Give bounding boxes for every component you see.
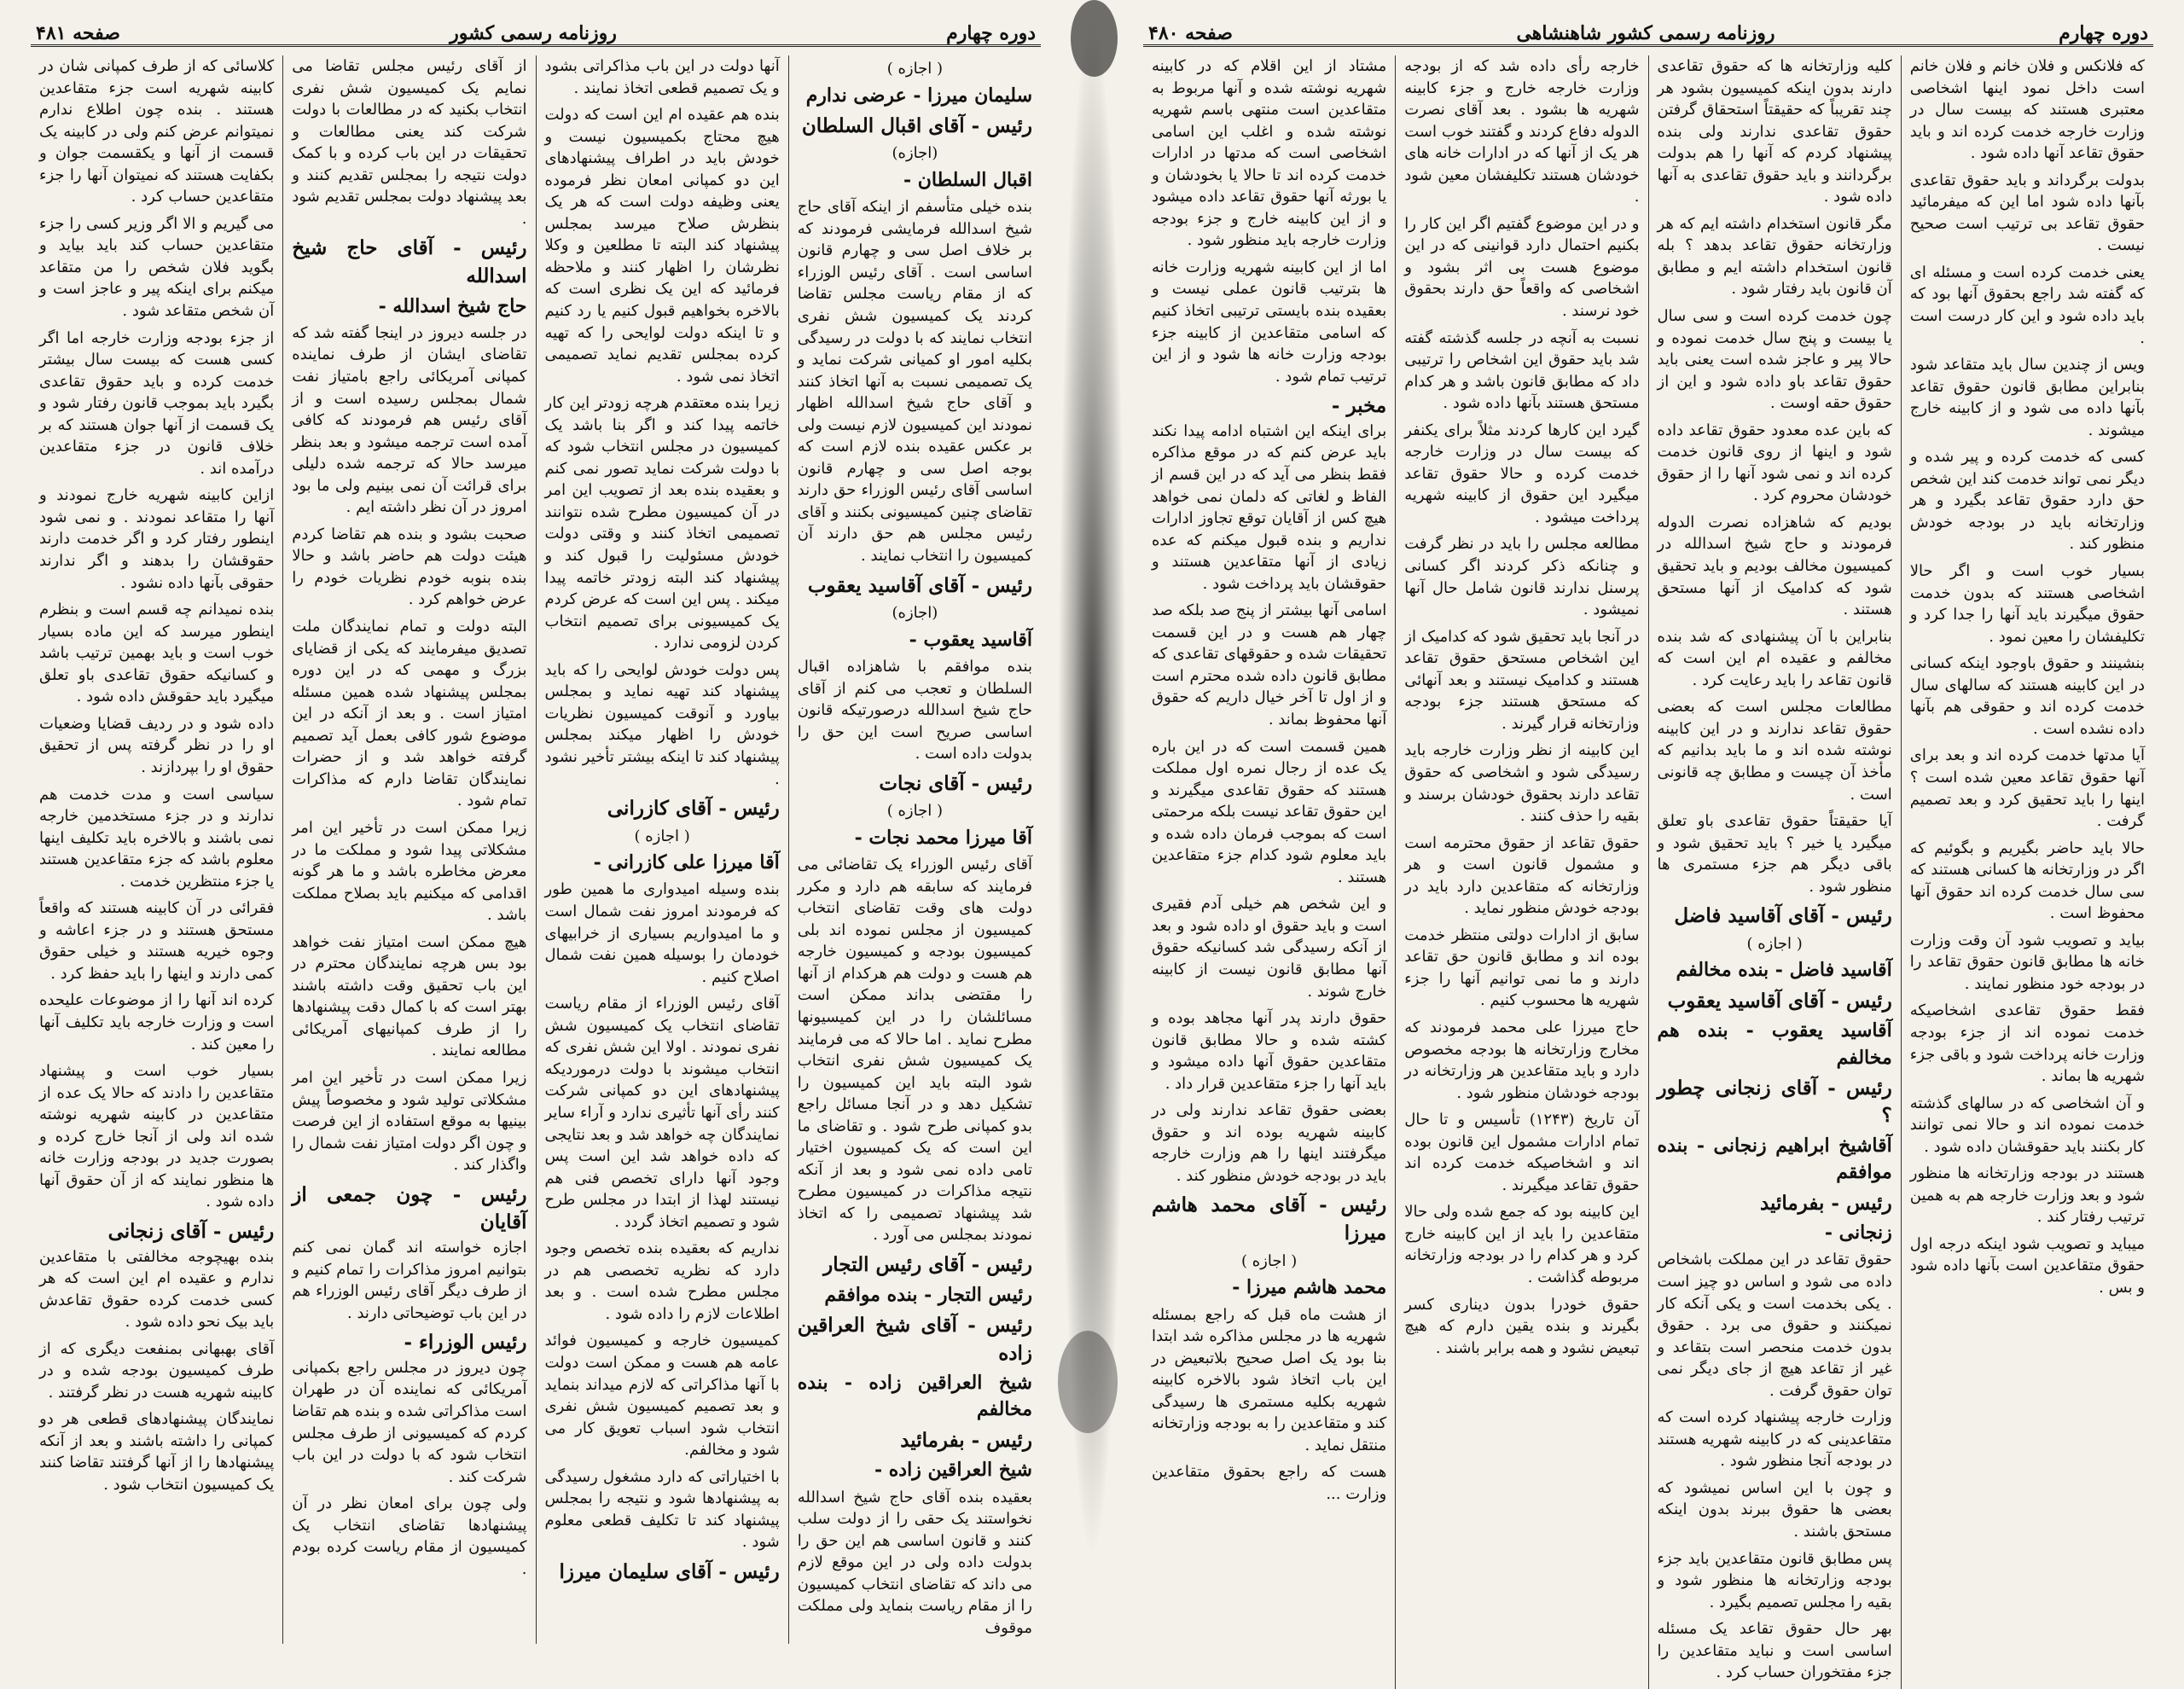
- paragraph: بنده نمیدانم چه قسم است و بنظرم اینطور میرسد که این ماده بسیار خوب است و باید بهمین ترتیب باشد و کسانیکه حقوق تقاعدی باو تعلق میگیرد باید حقوقش داده شود .: [39, 601, 275, 706]
- right-columns: [1143, 55, 2153, 1689]
- paragraph: بنده موافقم با شاهزاده اقبال السلطان و تعجب می کنم از آقای حاج شیخ اسدالله درصورتیکه قانون اساسی صریح است این حق را بدولت داده است .: [797, 657, 1032, 763]
- paragraph: اجازه خواسته اند گمان نمی کنم بتوانیم امروز مذاکرات را تمام کنیم و از طرف دیگر آقای رئیس الوزراء هم در این باب توضیحاتی دارند .: [292, 1239, 527, 1322]
- paragraph: و آن اشخاصی که در سالهای گذشته خدمت نموده اند و حالا نمی توانند کار بکنند باید حقوقشان داده شود .: [1909, 1094, 2145, 1156]
- speaker-heading: رئیس - آقای آقاسید فاضل: [1674, 904, 1892, 928]
- paragraph: اما از این کابینه شهریه وزارت خانه ها بترتیب قانون عملی نیست و بعقیده بنده بایستی ترتیبی اتخاذ کنیم که اسامی متقاعدین از کابینه جزء بودجه وزارت خانه ها شود و از این ترتیب تمام شود .: [1152, 258, 1387, 386]
- speaker-heading: رئیس - آقای سلیمان میرزا: [559, 1559, 780, 1583]
- paragraph: حقوق دارند پدر آنها مجاهد بوده و کشته شده و حالا مطابق قانون متقاعدین حقوق آنها داده میشود و باید آنها را جزء متقاعدین قرار داد .: [1152, 1009, 1387, 1093]
- paragraph: آنها دولت در این باب مذاکراتی بشود و یک تصمیم قطعی اتخاذ نمایند .: [544, 57, 780, 97]
- paragraph: بدولت برگرداند و باید حقوق تقاعدی بآنها داده شود اما این که میفرمائید حقوق تقاعد بی ترتیب است صحیح نیست .: [1909, 171, 2145, 255]
- speaker-name: حاج شیخ اسدالله -: [378, 294, 527, 317]
- speaker-name: آقاسید فاضل - بنده مخالفم: [1676, 959, 1892, 982]
- right-col-1: [1143, 55, 1395, 1689]
- paragraph: مطالعات مجلس است که بعضی حقوق تقاعد ندارند و در این کابینه نوشته شده اند و ما باید بدانیم که مأخذ آن چیست و مطابق چه قانونی است .: [1657, 698, 1892, 804]
- paragraph: این کابینه از نظر وزارت خارجه باید رسیدگی شود و اشخاصی که حقوق تقاعد دارند بحقوق خودشان برسند و بقیه را حذف کنند .: [1404, 741, 1640, 826]
- paragraph: آیا مدتها خدمت کرده اند و بعد برای آنها حقوق تقاعد معین شده است ؟ اینها را باید تحقیق کرد و بعد تصمیم گرفت .: [1909, 746, 2145, 831]
- paragraph: از هشت ماه قبل که راجع بمسئله شهریه ها در مجلس مذاکره شد ابتدا بنا بود یک اصل صحیح بلاتبعیض در این باب اتخاذ شود بالاخره کابینه شهریه بکلیه مستمری ها رسیدگی کند و متقاعدین را به بودجه وزارتخانه منتقل نماید .: [1152, 1305, 1387, 1454]
- paragraph: مگر قانون استخدام داشته ایم که هر وزارتخانه حقوق تقاعد بدهد ؟ بله قانون استخدام داشته ایم و مطابق آن قانون باید رفتار شود .: [1657, 214, 1892, 299]
- paragraph: بسیار خوب است و پیشنهاد متقاعدین را دادند که حالا یک عده از متقاعدین در کابینه شهریه نوشته شده اند ولی از آنجا خارج کرده و بصورت جدید در بودجه وزارت خانه ها منظور نمایند که از آن حقوق آنها داده شود .: [39, 1062, 275, 1211]
- paragraph: پس دولت خودش لوایحی را که باید پیشنهاد کند تهیه نماید و بمجلس بیاورد و آنوقت کمیسیون نظریات خودش را اظهار میکند بمجلس پیشنهاد کند تا اینکه بیشتر تأخیر نشود .: [544, 660, 780, 788]
- paragraph: پس مطابق قانون متقاعدین باید جزء بودجه وزارتخانه ها منظور شود و بقیه را مجلس تصمیم بگیرد .: [1657, 1549, 1892, 1611]
- paragraph: آن تاریخ (۱۲۴۳) تأسیس و تا حال تمام ادارات مشمول این قانون بوده اند و اشخاصیکه خدمت کرده اند حقوق تقاعد میگیرند .: [1404, 1111, 1640, 1194]
- paragraph: حقوق خودرا بدون دیناری کسر بگیرند و بنده یقین دارم که هیچ تبعیض نشود و همه برابر باشند .: [1404, 1295, 1640, 1357]
- paragraph: بنده خیلی متأسفم از اینکه آقای حاج شیخ اسدالله فرمایشی فرمودند که بر خلاف اصل سی و چهارم قانون اساسی است . آقای رئیس الوزراء که از مقام ریاست مجلس تقاضا کردند یک کمیسیون شش نفری انتخاب نمایند که با دولت در رسیدگی بکلیه امور او کمیانی شرکت نماید و یک تصمیمی نسبت به آنها اتخاذ کنند و آقای حاج شیخ اسدالله اظهار نمودند این کمیسیون لازم نیست ولی بر عکس عقیده بنده لازم است که بوجه اصل سی و چهارم قانون اساسی آقای رئیس الوزراء حق دارند تقاضای چنین کمیسیونی بکنند و آقای رئیس مجلس هم حق دارند آن کمیسیون را انتخاب نمایند .: [797, 198, 1032, 565]
- speaker-name: آقا میرزا علی کازرانی -: [593, 851, 780, 874]
- paragraph: زیرا ممکن است در تأخیر این امر مشکلاتی پیدا شود و مملکت ما در معرض مخاطره باشد و ما هر گونه اقدامی که میکنیم باید بصلاح مملکت باشد .: [292, 818, 527, 925]
- permission-note: ( اجازه ): [634, 827, 690, 845]
- paragraph: که باین عده معدود حقوق تقاعد داده شود و اینها از روی قانون خدمت کرده اند و نمی شود آنها را از حقوق خودشان محروم کرد .: [1657, 421, 1892, 505]
- right-col-2: [1395, 55, 1647, 1689]
- paragraph: حقوق تقاعد در این مملکت باشخاص داده می شود و اساس دو چیز است . یکی بخدمت است و یکی آنکه کار نمیکنند و حقوق می برد . حقوق بدون خدمت منحصر است بتقاعد و غیر از تقاعد هیچ از جای دیگر نمی توان حقوق گرفت .: [1657, 1251, 1892, 1400]
- paragraph: ولی چون برای امعان نظر در آن پیشنهادها تقاضای انتخاب یک کمیسیون از مقام ریاست کرده بودم .: [292, 1495, 527, 1578]
- paragraph: داده شود و در ردیف قضایا وضعیات او را در نظر گرفته پس از تحقیق حقوق او را بپردازند .: [39, 714, 275, 776]
- speaker-name: آقاسید یعقوب -: [909, 628, 1032, 651]
- speaker-name: شیخ العراقین زاده - بنده مخالفم: [797, 1372, 1032, 1421]
- paragraph: بنده هم عقیده ام این است که دولت هیچ محتاج بکمیسیون نیست و خودش باید در اطراف پیشنهادهای این دو کمپانی امعان نظر فرموده یعنی وظیفه دولت است که هر یک بنظرش صلاح میرسد بمجلس پیشنهاد کند البته تا مطلعین و وکلا نظرشان را اظهار کنند و ملاحظه فرمائید که این یک نظری است که بالاخره بخواهیم قبول کنیم یا رد کنیم و تا اینکه دولت لوایحی را که تهیه کرده بمجلس تقدیم نماید تصمیمی اتخاذ نمی شود .: [544, 106, 780, 386]
- left-col-4: [31, 55, 282, 1644]
- paragraph: برای اینکه این اشتباه ادامه پیدا نکند باید عرض کنم که در موقع مذاکره فقط بنظر می آید که در این قسم از الفاظ و لغاتی که دلمان نمی خواهد هیچ کس از آقایان توقع تجاوز ادارات نداریم و بنده قبول میکنم که عده زیادی از آنها متقاعدین هستند و حقوقشان باید پرداخت شود .: [1152, 421, 1387, 593]
- speaker-name: زنجانی -: [1824, 1222, 1892, 1245]
- paragraph: کلیه وزارتخانه ها که حقوق تقاعدی دارند بدون اینکه کمیسیون بشود هر چند تقریباً که حقیقتاً استحقاق گرفتن حقوق تقاعدی ندارند ولی بنده پیشنهاد کردم که آنها را هم بدولت برگردانند و باید حقوق تقاعدی به آنها داده شود .: [1657, 57, 1892, 206]
- speaker-heading: رئیس - آقای اقبال السلطان: [801, 113, 1032, 137]
- right-col-3: [1648, 55, 1901, 1689]
- left-col-2: [536, 55, 788, 1644]
- paragraph: صحبت بشود و بنده هم تقاضا کردم هیئت دولت هم حاضر باشد و حالا بنده بنوبه خودم نظریات خودم را عرض خواهم کرد .: [292, 525, 527, 609]
- paragraph: کرده اند آنها را از موضوعات علیحده است و وزارت خارجه باید تکلیف آنها را معین کند .: [39, 991, 275, 1053]
- paragraph: و چون با این اساس نمیشود که بعضی ها حقوق ببرند بدون اینکه مستحق باشند .: [1657, 1478, 1892, 1541]
- paragraph: کلاسائی که از طرف کمپانی شان در کابینه شهریه است جزء متقاعدین هستند . بنده چون اطلاع ندارم نمیتوانم عرض کنم ولی در کابینه یک قسمت از آنها و یکقسمت جوان و بکفایت هستند که نمیتوان آنها را جزء متقاعدین حساب کرد .: [39, 57, 275, 206]
- paragraph: و در این موضوع گفتیم اگر این کار را بکنیم احتمال دارد قوانینی که در این موضوع هست بی اثر بشود و اشخاصی که واقعاً حق دارند بحقوق خود نرسند .: [1404, 214, 1640, 321]
- paragraph: که فلانکس و فلان خانم و فلان خانم است داخل نمود اینها اشخاصی معتبری هستند که بیست سال در وزارت خارجه خدمت کرده اند و باید حقوق تقاعد آنها داده شود .: [1909, 57, 2145, 163]
- paragraph: بسیار خوب است و اگر حالا اشخاصی هستند که بدون خدمت حقوق میگیرند باید آنها را جدا کرد و تکلیفشان را معین نمود .: [1909, 562, 2145, 646]
- paragraph: با اختیاراتی که دارد مشغول رسیدگی به پیشنهادها شود و نتیجه را بمجلس پیشنهاد کند تا تکلیف قطعی معلوم شود .: [544, 1467, 780, 1552]
- speaker-name: سلیمان میرزا - عرضی ندارم: [805, 84, 1032, 107]
- paragraph: بنده بهیچوجه مخالفتی با متقاعدین ندارم و عقیده ام این است که هر کسی خدمت کرده حقوق تقاعدش باید بیک نحو داده شود .: [39, 1247, 275, 1332]
- paragraph: بعضی حقوق تقاعد ندارند ولی در کابینه شهریه بوده اند و حقوق میگرفتند اینها را هم وزارت خارجه باید در بودجه خودش منظور کند .: [1152, 1101, 1387, 1185]
- left-edition: دوره چهارم: [946, 22, 1036, 44]
- speaker-name: اقبال السلطان -: [903, 168, 1032, 191]
- speaker-name: آقاشیخ ابراهیم زنجانی - بنده موافقم: [1657, 1135, 1892, 1184]
- paragraph: آقای رئیس الوزراء یک تقاضائی می فرمایند که سابقه هم دارد و مکرر دولت های وقت تقاضای انتخاب کمیسیون از مجلس نموده اند بلی کمیسیون بودجه و کمیسیون خارجه هم هست و دولت هم هرکدام از آنها را مقتضی بداند ممکن است مسائلشان را در این کمیسیونها مطرح نماید . اما حالا که می فرمایند یک کمیسیون شش نفری انتخاب شود البته باید این کمیسیون را تشکیل دهد و در آنجا مسائل راجع بدو کمپانی طرح شود . و تقاضای ما این است که یک کمیسیون اختیار تامی داده نمی شود و بعد از آنکه نتیجه مذاکرات در کمیسیون مطرح شد پیشنهاد تصمیمی را که اتخاذ نمودند بمجلس می آورد .: [797, 856, 1032, 1245]
- paragraph: زیرا بنده معتقدم هرچه زودتر این کار خاتمه پیدا کند و اگر بنا باشد یک کمیسیون در مجلس انتخاب شود که با دولت شرکت نماید تصور نمی کنم و بعقیده بنده بعد از تصویب این امر در آن کمیسیون مطرح شده نتوانند تصمیمی اتخاذ کنند و وقتی دولت خودش مسئولیت را قبول کند و پیشنهاد کند البته زودتر خاتمه پیدا میکند . پس این است که عرض کردم یک کمیسیونی برای تصمیم انتخاب کردن لزومی ندارد .: [544, 394, 780, 653]
- paragraph: میباید و تصویب شود اینکه درجه اول حقوق متقاعدین است بآنها داده شود و بس .: [1909, 1234, 2145, 1297]
- paragraph: یعنی خدمت کرده است و مسئله ای که گفته شد راجع بحقوق آنها بود که باید داده شود و این کار درست است .: [1909, 263, 2145, 347]
- paragraph: فقرائی در آن کابینه هستند که واقعاً مستحق هستند و در جزء اعاشه و وجوه خیریه هستند و خیلی حقوق کمی دارند و اینها را باید حفظ کرد .: [39, 899, 275, 983]
- right-title: روزنامه رسمی کشور شاهنشاهی: [1516, 22, 1775, 44]
- speaker-name: محمد هاشم میرزا -: [1232, 1276, 1387, 1299]
- speaker-name: آقا میرزا محمد نجات -: [854, 826, 1032, 849]
- paragraph: ازاین کابینه شهریه خارج نمودند و آنها را متقاعد نمودند . و نمی شود اینطور رفتار کرد و اگر خدمت دارند حقوقشان را بدهند و اگر ندارند حقوقی بآنها داده نشود .: [39, 486, 275, 592]
- paragraph: وزارت خارجه پیشنهاد کرده است که متقاعدینی که در کابینه شهریه هستند در بودجه آنجا منظور شود .: [1657, 1408, 1892, 1471]
- paragraph: گیرد این کارها کردند مثلاً برای یکنفر که بیست سال در وزارت خارجه خدمت کرده و حالا حقوق تقاعد میگیرد این حقوق از کابینه شهریه پرداخت میشود .: [1404, 421, 1640, 526]
- speaker-heading: رئیس - آقای محمد هاشم میرزا: [1152, 1193, 1387, 1245]
- paragraph: می گیریم و الا اگر وزیر کسی را جزء متقاعدین حساب کند باید بیاید و بگوید فلان شخص را من متقاعد میکنم برای اینکه پیر و عاجز است و آن شخص متقاعد شود .: [39, 214, 275, 321]
- permission-note: (اجازه): [892, 604, 938, 623]
- paragraph: در آنجا باید تحقیق شود که کدامیک از این اشخاص مستحق حقوق تقاعد هستند و کدامیک نیستند و بعد آنهائی که مستحق هستند جزء بودجه وزارتخانه قرار گیرند .: [1404, 627, 1640, 733]
- paragraph: نسبت به آنچه در جلسه گذشته گفته شد باید حقوق این اشخاص را ترتیبی داد که مطابق قانون باشد و هر کدام مستحق هستند بآنها داده شود .: [1404, 328, 1640, 413]
- permission-note: ( اجازه ): [886, 60, 943, 78]
- paragraph: فقط حقوق تقاعدی اشخاصیکه خدمت نموده اند از جزء بودجه وزارت خانه پرداخت شود و باقی جزء شهریه ها بماند .: [1909, 1001, 2145, 1086]
- paragraph: این کابینه بود که جمع شده ولی حالا متقاعدین را باید از این کابینه خارج کرد و هر کدام را در بودجه وزارتخانه مربوطه گذاشت .: [1404, 1203, 1640, 1286]
- speaker-heading: رئیس - آقای کازرانی: [607, 797, 780, 821]
- left-col-1: [788, 55, 1041, 1644]
- paragraph: اسامی آنها بیشتر از پنج صد بلکه صد چهار هم هست و در این قسمت تحقیقات شده و حقوقهای تقاعدی که مطابق قانون داده شده محترم است و از اول تا آخر خیال داریم که حقوق آنها محفوظ بماند .: [1152, 601, 1387, 728]
- paragraph: هستند در بودجه وزارتخانه ها منظور شود و بعد وزارت خارجه هم به همین ترتیب رفتار کند .: [1909, 1164, 2145, 1227]
- speaker-name: شیخ العراقین زاده -: [874, 1459, 1032, 1482]
- paragraph: ویس از چندین سال باید متقاعد شود بنابراین مطابق قانون حقوق تقاعد بآنها داده می شود و از کابینه خارج میشوند .: [1909, 356, 2145, 439]
- paragraph: نمایندگان پیشنهادهای قطعی هر دو کمپانی را داشته باشند و بعد از آنکه پیشنهادها را از آنها گرفتند تقاضا کنند یک کمیسیون انتخاب شود .: [39, 1410, 275, 1495]
- paragraph: آقای بهبهانی بمنفعت دیگری که از طرف کمیسیون بودجه شده و در کابینه شهریه هست در نظر گرفتند .: [39, 1339, 275, 1402]
- paragraph: بنده وسیله امیدواری ما همین طور که فرمودند امروز نفت شمال است و ما امیدواریم بسیاری از خرابیهای خودمان را بوسیله همین نفت شمال اصلاح کنیم .: [544, 880, 780, 986]
- left-columns: [31, 55, 1041, 1644]
- right-edition: دوره چهارم: [2059, 22, 2148, 44]
- paragraph: از آقای رئیس مجلس تقاضا می نمایم یک کمیسیون شش نفری انتخاب بکنید که در مطالعات با دولت شرکت کند یعنی مطالعات و تحقیقات در این باب کرده و با کمک دولت نتیجه را بمجلس تقدیم کنند و بعد پیشنهاد دولت بمجلس تقدیم شود .: [292, 57, 527, 228]
- speaker-heading: رئیس - آقای زنجانی چطور ؟: [1657, 1076, 1892, 1128]
- left-title: روزنامه رسمی کشور: [450, 22, 617, 44]
- speaker-heading: رئیس - آقای رئیس التجار: [823, 1252, 1032, 1276]
- paragraph: بودیم که شاهزاده نصرت الدوله فرمودند و حاج شیخ اسدالله در کمیسیون مخالف بودیم و باید تحقیق شود که کدامیک از آنها مستحق هستند .: [1657, 513, 1892, 619]
- speaker-heading: رئیس - آقای حاج شیخ اسدالله: [292, 236, 527, 288]
- paragraph: آیا حقیقتاً حقوق تقاعدی باو تعلق میگیرد یا خیر ؟ باید تحقیق شود و باقی دیگر هم جزء مستمری ها منظور شود .: [1657, 812, 1892, 896]
- speaker-heading: مخبر -: [1331, 394, 1387, 418]
- paragraph: هیچ ممکن است امتیاز نفت خواهد بود بس هرچه نمایندگان محترم در این باب تحقیق وقت داشته باشند بهتر است که با کمال دقت پیشنهادها را از طرف کمپانیهای آمریکائی مطالعه نمایند .: [292, 932, 527, 1060]
- speaker-name: آقاسید یعقوب - بنده هم مخالفم: [1657, 1019, 1892, 1069]
- speaker-heading: رئیس - بفرمائید: [900, 1428, 1032, 1452]
- paragraph: و این شخص هم خیلی آدم فقیری است و باید حقوق او داده شود و بعد از آنکه رسیدگی شد کسانیکه حقوق آنها مطابق قانون نیست از کابینه خارج شوند .: [1152, 895, 1387, 1001]
- paragraph: در جلسه دیروز در اینجا گفته شد که تقاضای ایشان از طرف نماینده کمپانی آمریکائی راجع بامتیاز نفت شمال بمجلس رسیده است و از آقای رئیس هم فرمودند که کافی آمده است ترجمه میشود و بعد بنظر میرسد حالا که ترجمه شده دلیلی برای قرائت آن نمی بینیم ولی ما بود امروز در آن نظر داشته ایم .: [292, 323, 527, 517]
- permission-note: ( اجازه ): [886, 802, 943, 821]
- paragraph: کمیسیون خارجه و کمیسیون فوائد عامه هم هست و ممکن است دولت با آنها مذاکراتی که لازم میداند بنماید و بعد تصمیم کمیسیون شش نفری انتخاب شود اسباب تعویق کار می شود و مخالفم.: [544, 1332, 780, 1460]
- paragraph: بیاید و تصویب شود آن وقت وزارت خانه ها مطابق قانون حقوق تقاعد را در بودجه خود منظور نمایند .: [1909, 931, 2145, 993]
- speaker-heading: رئیس الوزراء -: [404, 1331, 527, 1355]
- left-page: [0, 0, 1092, 1637]
- paragraph: زیرا ممکن است در تأخیر این امر مشکلاتی تولید شود و مخصوصاً پیش بینیها به موقع استفاده از این فرصت و چون اگر دولت امتیاز نفت شمال را واگذار کند .: [292, 1068, 527, 1175]
- paragraph: از جزء بودجه وزارت خارجه اما اگر کسی هست که بیست سال بیشتر خدمت کرده و باید حقوق تقاعدی بگیرد باید بموجب قانون رفتار شود و یک قسمت از آنها جوان هستند که بر خلاف قانون در جزء متقاعدین درآمده اند .: [39, 328, 275, 478]
- paragraph: هست که راجع بحقوق متقاعدین وزارت ...: [1152, 1463, 1387, 1503]
- speaker-heading: رئیس - آقای نجات: [879, 771, 1032, 795]
- right-page-header: [1143, 22, 2153, 47]
- paragraph: بعقیده بنده آقای حاج شیخ اسدالله نخواستند یک حقی را از دولت سلب کنند و قانون اساسی هم این حق را بدولت داده ولی در این موقع لازم می داند که تقاضای انتخاب کمیسیون را از مقام ریاست بنماید ولی مملکت موقوف: [797, 1488, 1032, 1637]
- speaker-name: رئیس التجار - بنده موافقم: [824, 1283, 1032, 1306]
- paragraph: بنشینند و حقوق باوجود اینکه کسانی در این کابینه هستند که سالهای سال خدمت کرده اند و حقوقی هم بآنها داده نشده است .: [1909, 654, 2145, 738]
- paragraph: چون خدمت کرده است و سی سال یا بیست و پنج سال خدمت نموده و حالا پیر و عاجز شده است یعنی باید حقوق تقاعد باو داده شود و این از حقوق حقه اوست .: [1657, 307, 1892, 413]
- paragraph: بهر حال حقوق تقاعد یک مسئله اساسی است و نباید متقاعدین را جزء مفتخوران حساب کرد .: [1657, 1620, 1892, 1682]
- speaker-heading: رئیس - چون جمعی از آقایان: [292, 1182, 527, 1234]
- speaker-heading: رئیس - آقای آقاسید یعقوب: [1667, 989, 1892, 1013]
- permission-note: (اجازه): [892, 144, 938, 163]
- paragraph: کسی که خدمت کرده و پیر شده و دیگر نمی تواند خدمت کند این شخص حق دارد حقوق تقاعد بگیرد و هر وزارتخانه باید در بودجه خودش منظور کند .: [1909, 448, 2145, 554]
- speaker-heading: رئیس - آقای شیخ العراقین زاده: [797, 1313, 1032, 1365]
- paragraph: چون دیروز در مجلس راجع بکمپانی آمریکائی که نماینده آن در طهران است مذاکراتی شده و بنده هم تقاضا کردم که کمیسیونی از طرف مجلس انتخاب شود که با دولت در این باب شرکت کند .: [292, 1358, 527, 1486]
- right-page-number: صفحه ۴۸۰: [1148, 22, 1233, 44]
- paragraph: مشتاد از این اقلام که در کابینه شهریه نوشته شده و آنها مربوط به متقاعدین است منتهی باسم شهریه نوشته شده و اغلب این اسامی اشخاصی است که مدتها در ادارات خدمت کرده اند تا حالا یا بخودشان و یا بورثه آنها حقوق تقاعد داده میشود و از این کابینه خارج و جزء بودجه وزارت خارجه باید منظور شود .: [1152, 57, 1387, 250]
- paragraph: حقوق تقاعد از حقوق محترمه است و مشمول قانون است و هر وزارتخانه که متقاعدین دارد باید در بودجه خودش منظور نماید .: [1404, 833, 1640, 918]
- speaker-heading: رئیس - آقای زنجانی: [107, 1219, 275, 1243]
- paragraph: آقای رئیس الوزراء از مقام ریاست تقاضای انتخاب یک کمیسیون شش نفری نمودند . اولا این شش نفری که انتخاب میشوند با دولت درموردیکه پیشنهادهای این دو کمپانی شرکت کنند رأی آنها تأثیری ندارد و آراء سایر نمایندگان چه خواهد شد و بعد نتایجی که داده خواهد شد این است پس وجود آنها دارای تخصص فنی هم نیستند لهذا از ابتدا در مجلس طرح شود و تصمیم اتخاذ گردد .: [544, 995, 780, 1231]
- left-page-number: صفحه ۴۸۱: [36, 22, 120, 44]
- right-col-4: [1901, 55, 2153, 1689]
- speaker-heading: رئیس - بفرمائید: [1759, 1191, 1892, 1215]
- paragraph: بنابراین با آن پیشنهادی که شد بنده مخالفم و عقیده ام این است که قانون تقاعد را باید رعایت کرد .: [1657, 627, 1892, 689]
- right-page: [1092, 0, 2184, 1682]
- paragraph: سابق از ادارات دولتی منتظر خدمت بوده اند و مطابق قانون حق تقاعد دارند و ما نمی توانیم آنها را جزء شهریه ها محسوب کنیم .: [1404, 926, 1640, 1010]
- permission-note: ( اجازه ): [1746, 934, 1803, 953]
- paragraph: حالا باید حاضر بگیریم و بگوئیم که اگر در وزارتخانه ها کسانی هستند که سی سال خدمت کرده اند حقوق آنها محفوظ است .: [1909, 839, 2145, 923]
- paragraph: نداریم که بعقیده بنده تخصص وجود دارد که نظریه تخصصی هم در مجلس مطرح شده است . و بعد اطلاعات لازم را داده شود .: [544, 1239, 780, 1323]
- left-col-3: [282, 55, 535, 1644]
- paragraph: حاج میرزا علی محمد فرمودند که مخارج وزارتخانه ها بودجه مخصوص دارد و باید متقاعدین هر وزارتخانه در بودجه خودشان منظور شود .: [1404, 1018, 1640, 1102]
- speaker-heading: رئیس - آقای آقاسید یعقوب: [807, 573, 1032, 597]
- paragraph: سیاسی است و مدت خدمت هم ندارند و در جزء مستخدمین خارجه نمی باشند و بالاخره باید تکلیف اینها معلوم باشد که جزء متقاعدین هستند یا جزء منتظرین خدمت .: [39, 785, 275, 891]
- paragraph: مطالعه مجلس را باید در نظر گرفت و چنانکه ذکر کردند اگر کسانی پرسنل ندارند قانون شامل حال آنها نمیشود .: [1404, 535, 1640, 619]
- paragraph: البته دولت و تمام نمایندگان ملت تصدیق میفرمایند که یکی از قضایای بزرگ و مهمی که در این دوره بمجلس پیشنهاد شده همین مسئله امتیاز است . و بعد از آنکه در این موضوع شور کافی بعمل آید تصمیم گرفته خواهد شد و از حضرات نمایندگان تقاضا دارم که مذاکرات تمام شود .: [292, 618, 527, 810]
- paragraph: همین قسمت است که در این باره یک عده از رجال نمره اول مملکت هستند که حقوق تقاعدی میگیرند و این حقوق تقاعد نیست بلکه مرحمتی است که بموجب فرمان داده شده و باید معلوم شود کدام جزء متقاعدین هستند .: [1152, 737, 1387, 886]
- paragraph: خارجه رأی داده شد که از بودجه وزارت خارجه خارج و جزء کابینه شهریه ها بشود . بعد آقای نصرت الدوله دفاع کردند و گفتند خوب است هر یک از آنها که در ادارات خانه های خودشان هستند تکلیفشان معین شود .: [1404, 57, 1640, 206]
- permission-note: ( اجازه ): [1241, 1251, 1298, 1270]
- left-page-header: [31, 22, 1041, 47]
